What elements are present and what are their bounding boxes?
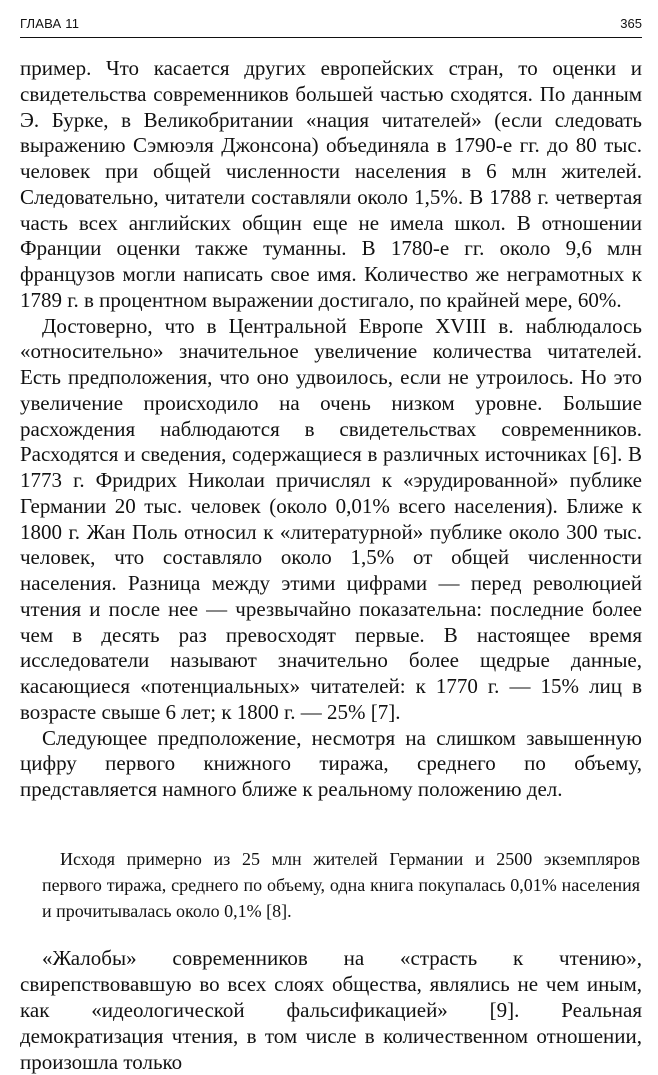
paragraph: Достоверно, что в Центральной Европе XVIII в. наблюдалось «относительно» значительное увеличение количества читателей. Есть предположения, что оно удвоилось, если не утроилось. Но это увеличение происходило на очень низком уровне. Большие расхождения наблюдаются в свидетельствах современников. Расходятся и сведения, содержащиеся в различных источниках [6]. В 1773 г. Фридрих Николаи причислял к «эрудированной» публике Германии 20 тыс. человек (около 0,01% всего населения). Ближе к 1800 г. Жан Поль относил к «литературной» публике около 300 тыс. человек, что составляло около 1,5% от общей численности населения. Разница между этими цифрами — перед революцией чтения и после нее — чрезвычайно показательна: последние более чем в десять раз превосходят первые. В настоящее время исследователи называют значительно более щедрые данные, касающиеся «потенциальных» читателей: к 1770 г. — 15% лиц в возрасте свыше 6 лет; к 1800 г. — 25% [7]. [20,313,642,724]
main-text-continued [20,945,642,1075]
paragraph: «Жалобы» современников на «страсть к чтению», свирепствовавшую во всех слоях общества, являлись не чем иным, как «идеологической фальсификацией» [9]. Реальная демократизация чтения, в том числе в количественном отношении, произошла только [20,946,642,1074]
chapter-label: ГЛАВА 11 [20,16,80,31]
running-header [20,13,642,35]
block-quote [42,846,640,924]
header-rule [20,37,642,38]
main-text [20,56,642,803]
paragraph-continued: пример. Что касается других европейских стран, то оценки и свидетельства современников большей частью сходятся. По данным Э. Бурке, в Великобритании «нация читателей» (если следовать выражению Сэмюэля Джонсона) объединяла в 1790-е гг. до 80 тыс. человек при общей численности населения в 6 млн жителей. Следовательно, читатели составляли около 1,5%. В 1788 г. четвертая часть всех английских общин еще не имела школ. В отношении Франции оценки также туманны. В 1780-е гг. около 9,6 млн французов могли написать свое имя. Количество же неграмотных к 1789 г. в процентном выражении достигало, по крайней мере, 60%. [20,56,642,312]
paragraph: Следующее предположение, несмотря на слишком завышенную цифру первого книжного тиража, среднего по объему, представляется намного ближе к реальному положению дел. [20,725,642,801]
quote-text: Исходя примерно из 25 млн жителей Германии и 2500 экземпляров первого тиража, среднего по объему, одна книга покупалась 0,01% населения и прочитывалась около 0,1% [8]. [42,849,640,921]
page-number: 365 [620,16,642,31]
